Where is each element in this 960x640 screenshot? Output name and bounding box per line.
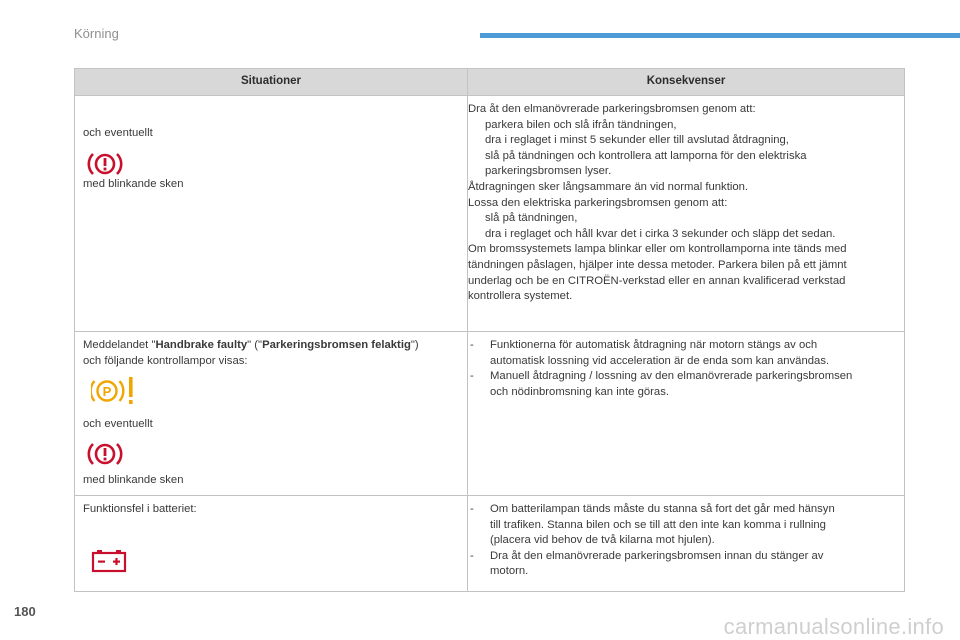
brake-warning-icon [87, 439, 123, 469]
section-title: Körning [74, 26, 119, 41]
dash-glyph: - [470, 370, 474, 383]
dash-text: Manuell åtdragning / lossning av den elmanövrerade parkeringsbromsen [490, 370, 853, 383]
dash-text: Funktionerna för automatisk åtdragning när motorn stängs av och [490, 339, 818, 351]
column-header-situations: Situationer [75, 69, 468, 96]
paragraph-line: kontrollera systemet. [468, 290, 573, 303]
consequence-cell [468, 496, 905, 592]
situation-text: Funktionsfel i batteriet: [83, 503, 197, 515]
paragraph-line: underlag och be en CITROËN-verkstad eller en annan kvalificerad verkstad [468, 274, 846, 287]
dash-text: automatisk lossning vid acceleration är de enda som kan användas. [490, 354, 830, 367]
bullet-text: dra i reglaget och håll kvar det i cirka 3 sekunder och släpp det sedan. [485, 227, 836, 240]
bullet-item [468, 133, 904, 149]
message-translation: Parkeringsbromsen felaktig [262, 339, 411, 351]
dash-glyph: - [470, 549, 474, 562]
bullet-item [468, 149, 904, 165]
column-header-consequences: Konsekvenser [468, 69, 905, 96]
situation-text: med blinkande sken [83, 474, 184, 486]
dash-item [468, 549, 904, 580]
situation-cell [75, 496, 468, 592]
dash-item [468, 502, 904, 549]
watermark: carmanualsonline.info [723, 614, 944, 639]
consequence-text [468, 332, 904, 400]
consequence-cell [468, 332, 905, 496]
situation-text: och eventuellt [83, 418, 153, 430]
paragraph-line: Lossa den elektriska parkeringsbromsen genom att: [468, 196, 728, 209]
consequence-text [468, 496, 904, 580]
table-row [75, 496, 905, 592]
table-row [75, 96, 905, 332]
header-accent-bar [480, 33, 960, 38]
dash-item [468, 369, 904, 400]
paragraph-line: tändningen påslagen, hjälper inte dessa metoder. Parkera bilen på ett jämnt [468, 258, 847, 271]
bullet-text: slå på tändningen och kontrollera att lamporna för den elektriska [485, 149, 807, 162]
bullet-item [468, 118, 904, 134]
situation-text: och eventuellt [83, 127, 153, 139]
situation-text: och följande kontrollampor visas: [83, 355, 248, 367]
dash-text: och nödinbromsning kan inte göras. [490, 385, 669, 398]
situation-text: med blinkande sken [83, 178, 184, 190]
bullet-item [468, 211, 904, 227]
dash-text: motorn. [490, 565, 529, 578]
dash-item [468, 338, 904, 369]
message-code: Handbrake faulty [155, 339, 248, 351]
brake-warning-icon [87, 149, 123, 179]
dash-text: till trafiken. Stanna bilen och se till att den inte kan komma i rullning [490, 518, 826, 531]
dash-text: Om batterilampan tänds måste du stanna så fort det går med hänsyn [490, 503, 835, 515]
bullet-item [468, 227, 904, 243]
dash-glyph: - [470, 339, 474, 351]
bullet-continuation: parkeringsbromsen lyser. [485, 165, 612, 178]
situation-cell [75, 332, 468, 496]
situations-table [74, 68, 905, 592]
consequence-cell [468, 96, 905, 332]
situation-cell [75, 96, 468, 332]
table-row [75, 332, 905, 496]
dash-text: Dra åt den elmanövrerade parkeringsbromsen innan du stänger av [490, 549, 824, 562]
paragraph-line: Dra åt den elmanövrerade parkeringsbromsen genom att: [468, 103, 756, 115]
dash-text: (placera vid behov de två kilarna mot hjulen). [490, 534, 715, 547]
bullet-text: parkera bilen och slå ifrån tändningen, [485, 118, 677, 131]
bullet-text: slå på tändningen, [485, 212, 578, 225]
parking-brake-fault-icon [91, 375, 139, 407]
paragraph-line: Åtdragningen sker långsammare än vid normal funktion. [468, 180, 749, 193]
table-header-row [75, 69, 905, 96]
dash-glyph: - [470, 503, 474, 515]
bullet-text: dra i reglaget i minst 5 sekunder eller till avslutad åtdragning, [485, 134, 789, 147]
page-number: 180 [14, 604, 36, 619]
situation-message: Meddelandet "Handbrake faulty" ("Parkeringsbromsen felaktig") [83, 339, 419, 351]
svg-text:P: P [102, 384, 112, 399]
consequence-text [468, 96, 904, 305]
paragraph-line: Om bromssystemets lampa blinkar eller om kontrollamporna inte tänds med [468, 243, 847, 256]
battery-icon [91, 549, 127, 573]
